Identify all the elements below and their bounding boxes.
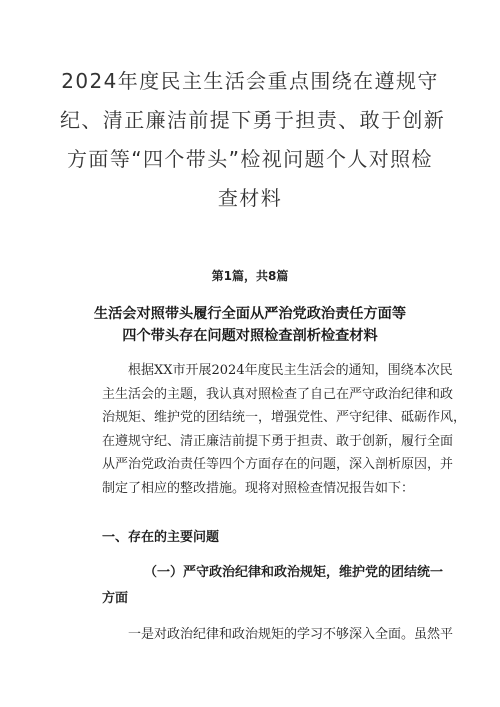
subtitle-line: 生活会对照带头履行全面从严治党政治责任方面等: [93, 306, 407, 322]
subsection-heading-line: （一）严守政治纪律和政治规矩，维护党的团结统一: [144, 565, 444, 580]
intro-line: 从严治党政治责任等四个方面存在的问题，深入剖析原因，并: [102, 457, 454, 472]
intro-line: 制定了相应的整改措施。现将对照检查情况报告如下：: [102, 480, 415, 496]
document-title: [60, 62, 446, 218]
intro-line: 根据XX市开展2024年度民主生活会的通知，围绕本次民: [128, 363, 453, 378]
intro-paragraph: [102, 359, 467, 500]
section-heading: 一、存在的主要问题: [102, 530, 220, 545]
document-subtitle: [60, 303, 440, 347]
part-indicator: 第1篇，共8篇: [211, 269, 289, 283]
intro-line: 主生活会的主题，我认真对照检查了自己在严守政治纪律和政: [102, 386, 454, 402]
intro-line: 治规矩、维护党的团结统一，增强党性、严守纪律、砥砺作风，: [102, 410, 467, 425]
title-line: 纪、清正廉洁前提下勇于担责、敢于创新: [60, 108, 446, 132]
body-paragraph: [102, 623, 454, 647]
subsection-heading: [102, 560, 444, 612]
title-line: 方面等“四个带头”检视问题个人对照检: [67, 147, 433, 171]
subtitle-line: 四个带头存在问题对照检查剖析检查材料: [122, 328, 378, 344]
intro-line: 在遵规守纪、清正廉洁前提下勇于担责、敢于创新，履行全面: [102, 433, 454, 449]
title-line: 2024年度民主生活会重点围绕在遵规守: [61, 69, 439, 93]
title-line: 查材料: [217, 186, 283, 210]
body-line: 一是对政治纪律和政治规矩的学习不够深入全面。虽然平: [128, 627, 454, 642]
subsection-heading-line: 方面: [102, 591, 129, 606]
